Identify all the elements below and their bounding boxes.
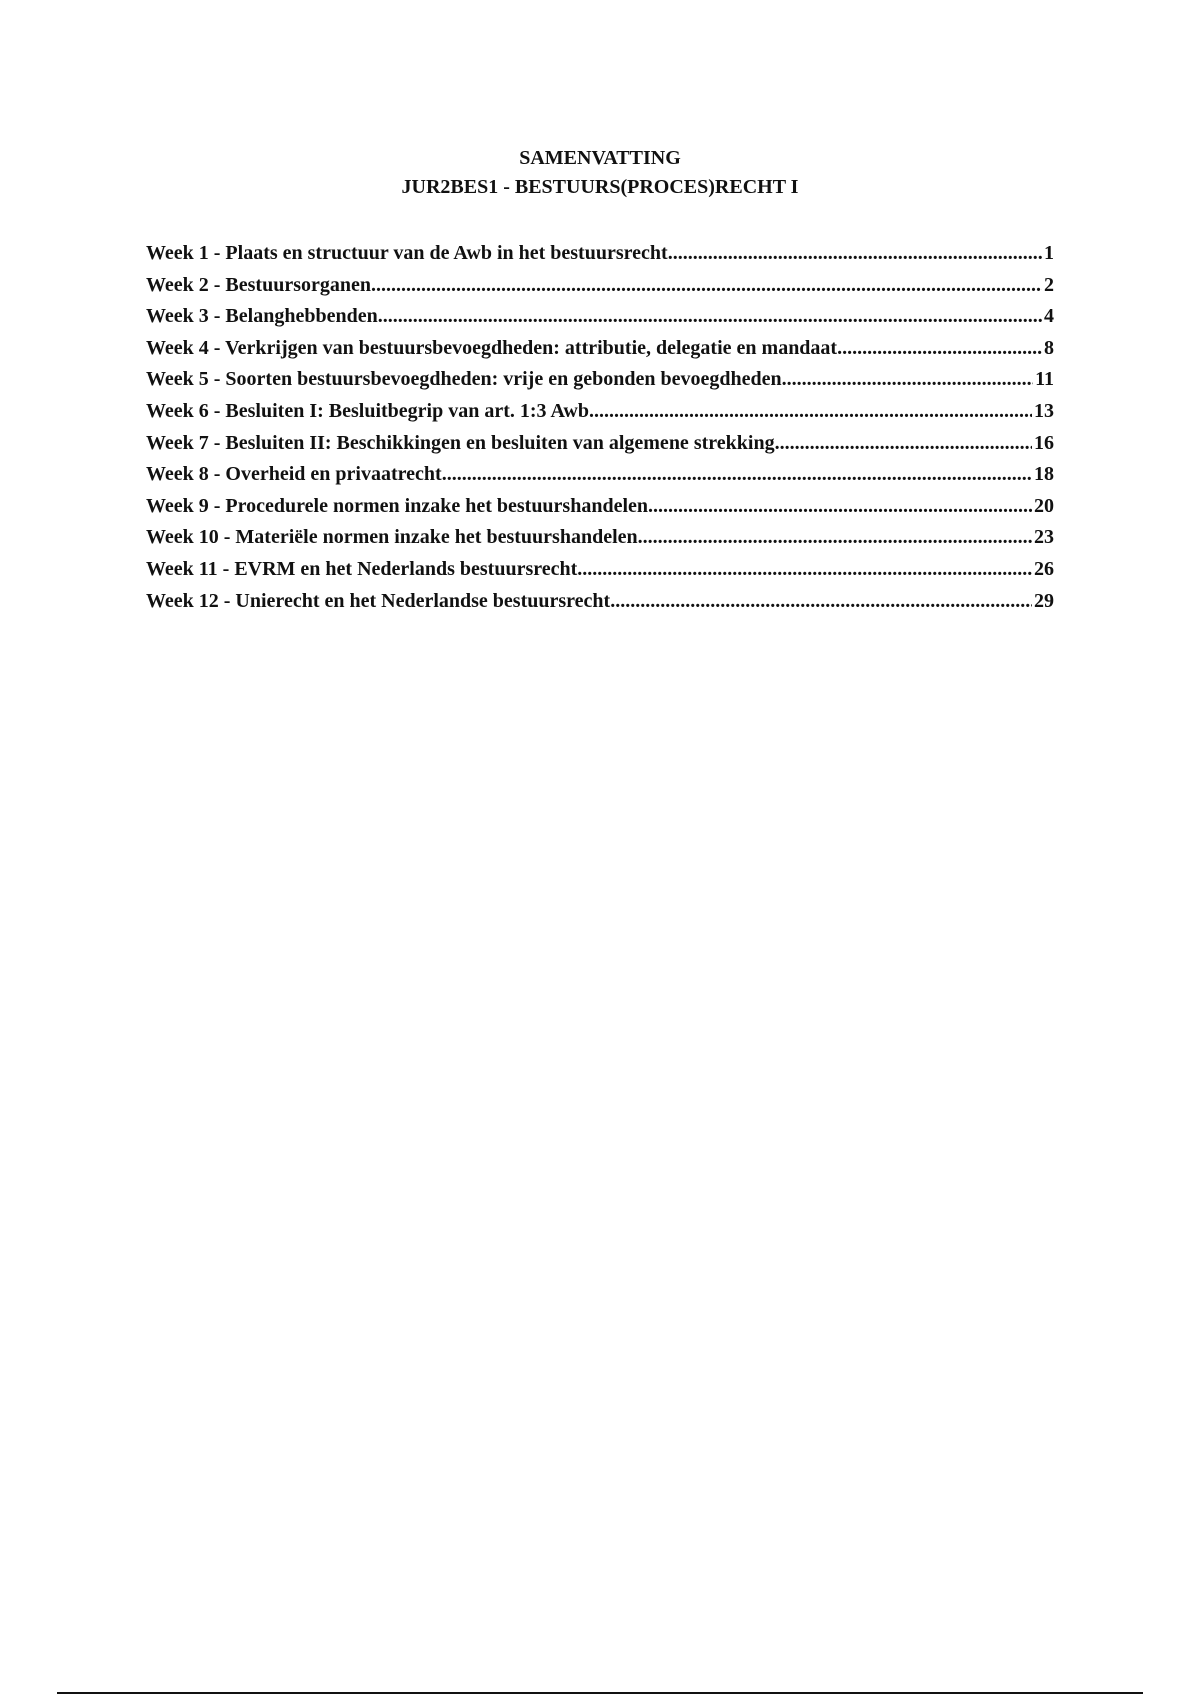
document-title: SAMENVATTING [519, 147, 681, 169]
toc-entry-page: 23 [1034, 526, 1054, 549]
toc-entry-page: 20 [1034, 494, 1054, 517]
toc-entry-page: 16 [1034, 431, 1054, 454]
toc-dot-leader [782, 364, 1034, 396]
toc-entry-title: Week 12 - Unierecht en het Nederlandse bestuursrecht [146, 589, 611, 612]
toc-entry-title: Week 9 - Procedurele normen inzake het bestuurshandelen [146, 494, 649, 517]
toc-entry-week-8[interactable] [146, 459, 1054, 491]
toc-dot-leader [442, 459, 1032, 491]
table-of-contents [146, 238, 1054, 617]
toc-dot-leader [837, 333, 1042, 365]
toc-entry-page: 18 [1034, 463, 1054, 486]
toc-entry-week-12[interactable] [146, 586, 1054, 618]
toc-dot-leader [775, 428, 1032, 460]
toc-entry-title: Week 7 - Besluiten II: Beschikkingen en besluiten van algemene strekking [146, 431, 775, 454]
toc-entry-week-4[interactable] [146, 333, 1054, 365]
toc-entry-title: Week 10 - Materiële normen inzake het bestuurshandelen [146, 526, 638, 549]
toc-entry-page: 26 [1034, 557, 1054, 580]
toc-entry-page: 29 [1034, 589, 1054, 612]
page-bottom-rule [57, 1692, 1143, 1694]
toc-dot-leader [371, 270, 1042, 302]
toc-entry-title: Week 6 - Besluiten I: Besluitbegrip van art. 1:3 Awb [146, 399, 589, 422]
toc-entry-week-10[interactable] [146, 522, 1054, 554]
toc-entry-page: 2 [1044, 273, 1054, 296]
toc-dot-leader [378, 301, 1042, 333]
toc-dot-leader [668, 238, 1042, 270]
toc-entry-title: Week 8 - Overheid en privaatrecht [146, 463, 442, 486]
document-header [0, 144, 1200, 202]
toc-entry-title: Week 4 - Verkrijgen van bestuursbevoegdheden: attributie, delegatie en mandaat [146, 336, 838, 359]
toc-entry-page: 4 [1044, 305, 1054, 328]
toc-entry-week-7[interactable] [146, 428, 1054, 460]
toc-dot-leader [589, 396, 1032, 428]
toc-entry-week-5[interactable] [146, 364, 1054, 396]
toc-entry-title: Week 11 - EVRM en het Nederlands bestuursrecht [146, 557, 578, 580]
toc-entry-page: 8 [1044, 336, 1054, 359]
toc-entry-week-9[interactable] [146, 491, 1054, 523]
toc-dot-leader [638, 522, 1032, 554]
toc-entry-title: Week 5 - Soorten bestuursbevoegdheden: vrije en gebonden bevoegdheden [146, 368, 782, 391]
toc-entry-title: Week 2 - Bestuursorganen [146, 273, 371, 296]
toc-entry-week-2[interactable] [146, 270, 1054, 302]
toc-entry-week-11[interactable] [146, 554, 1054, 586]
toc-entry-title: Week 3 - Belanghebbenden [146, 305, 378, 328]
toc-entry-page: 13 [1034, 399, 1054, 422]
toc-dot-leader [648, 491, 1032, 523]
toc-entry-week-1[interactable] [146, 238, 1054, 270]
toc-entry-page: 11 [1035, 368, 1054, 391]
toc-entry-title: Week 1 - Plaats en structuur van de Awb in het bestuursrecht [146, 242, 668, 264]
toc-entry-week-6[interactable] [146, 396, 1054, 428]
toc-dot-leader [610, 586, 1032, 618]
toc-dot-leader [577, 554, 1032, 586]
toc-entry-week-3[interactable] [146, 301, 1054, 333]
document-subtitle: JUR2BES1 - BESTUURS(PROCES)RECHT I [401, 176, 799, 198]
toc-entry-page: 1 [1044, 242, 1054, 264]
